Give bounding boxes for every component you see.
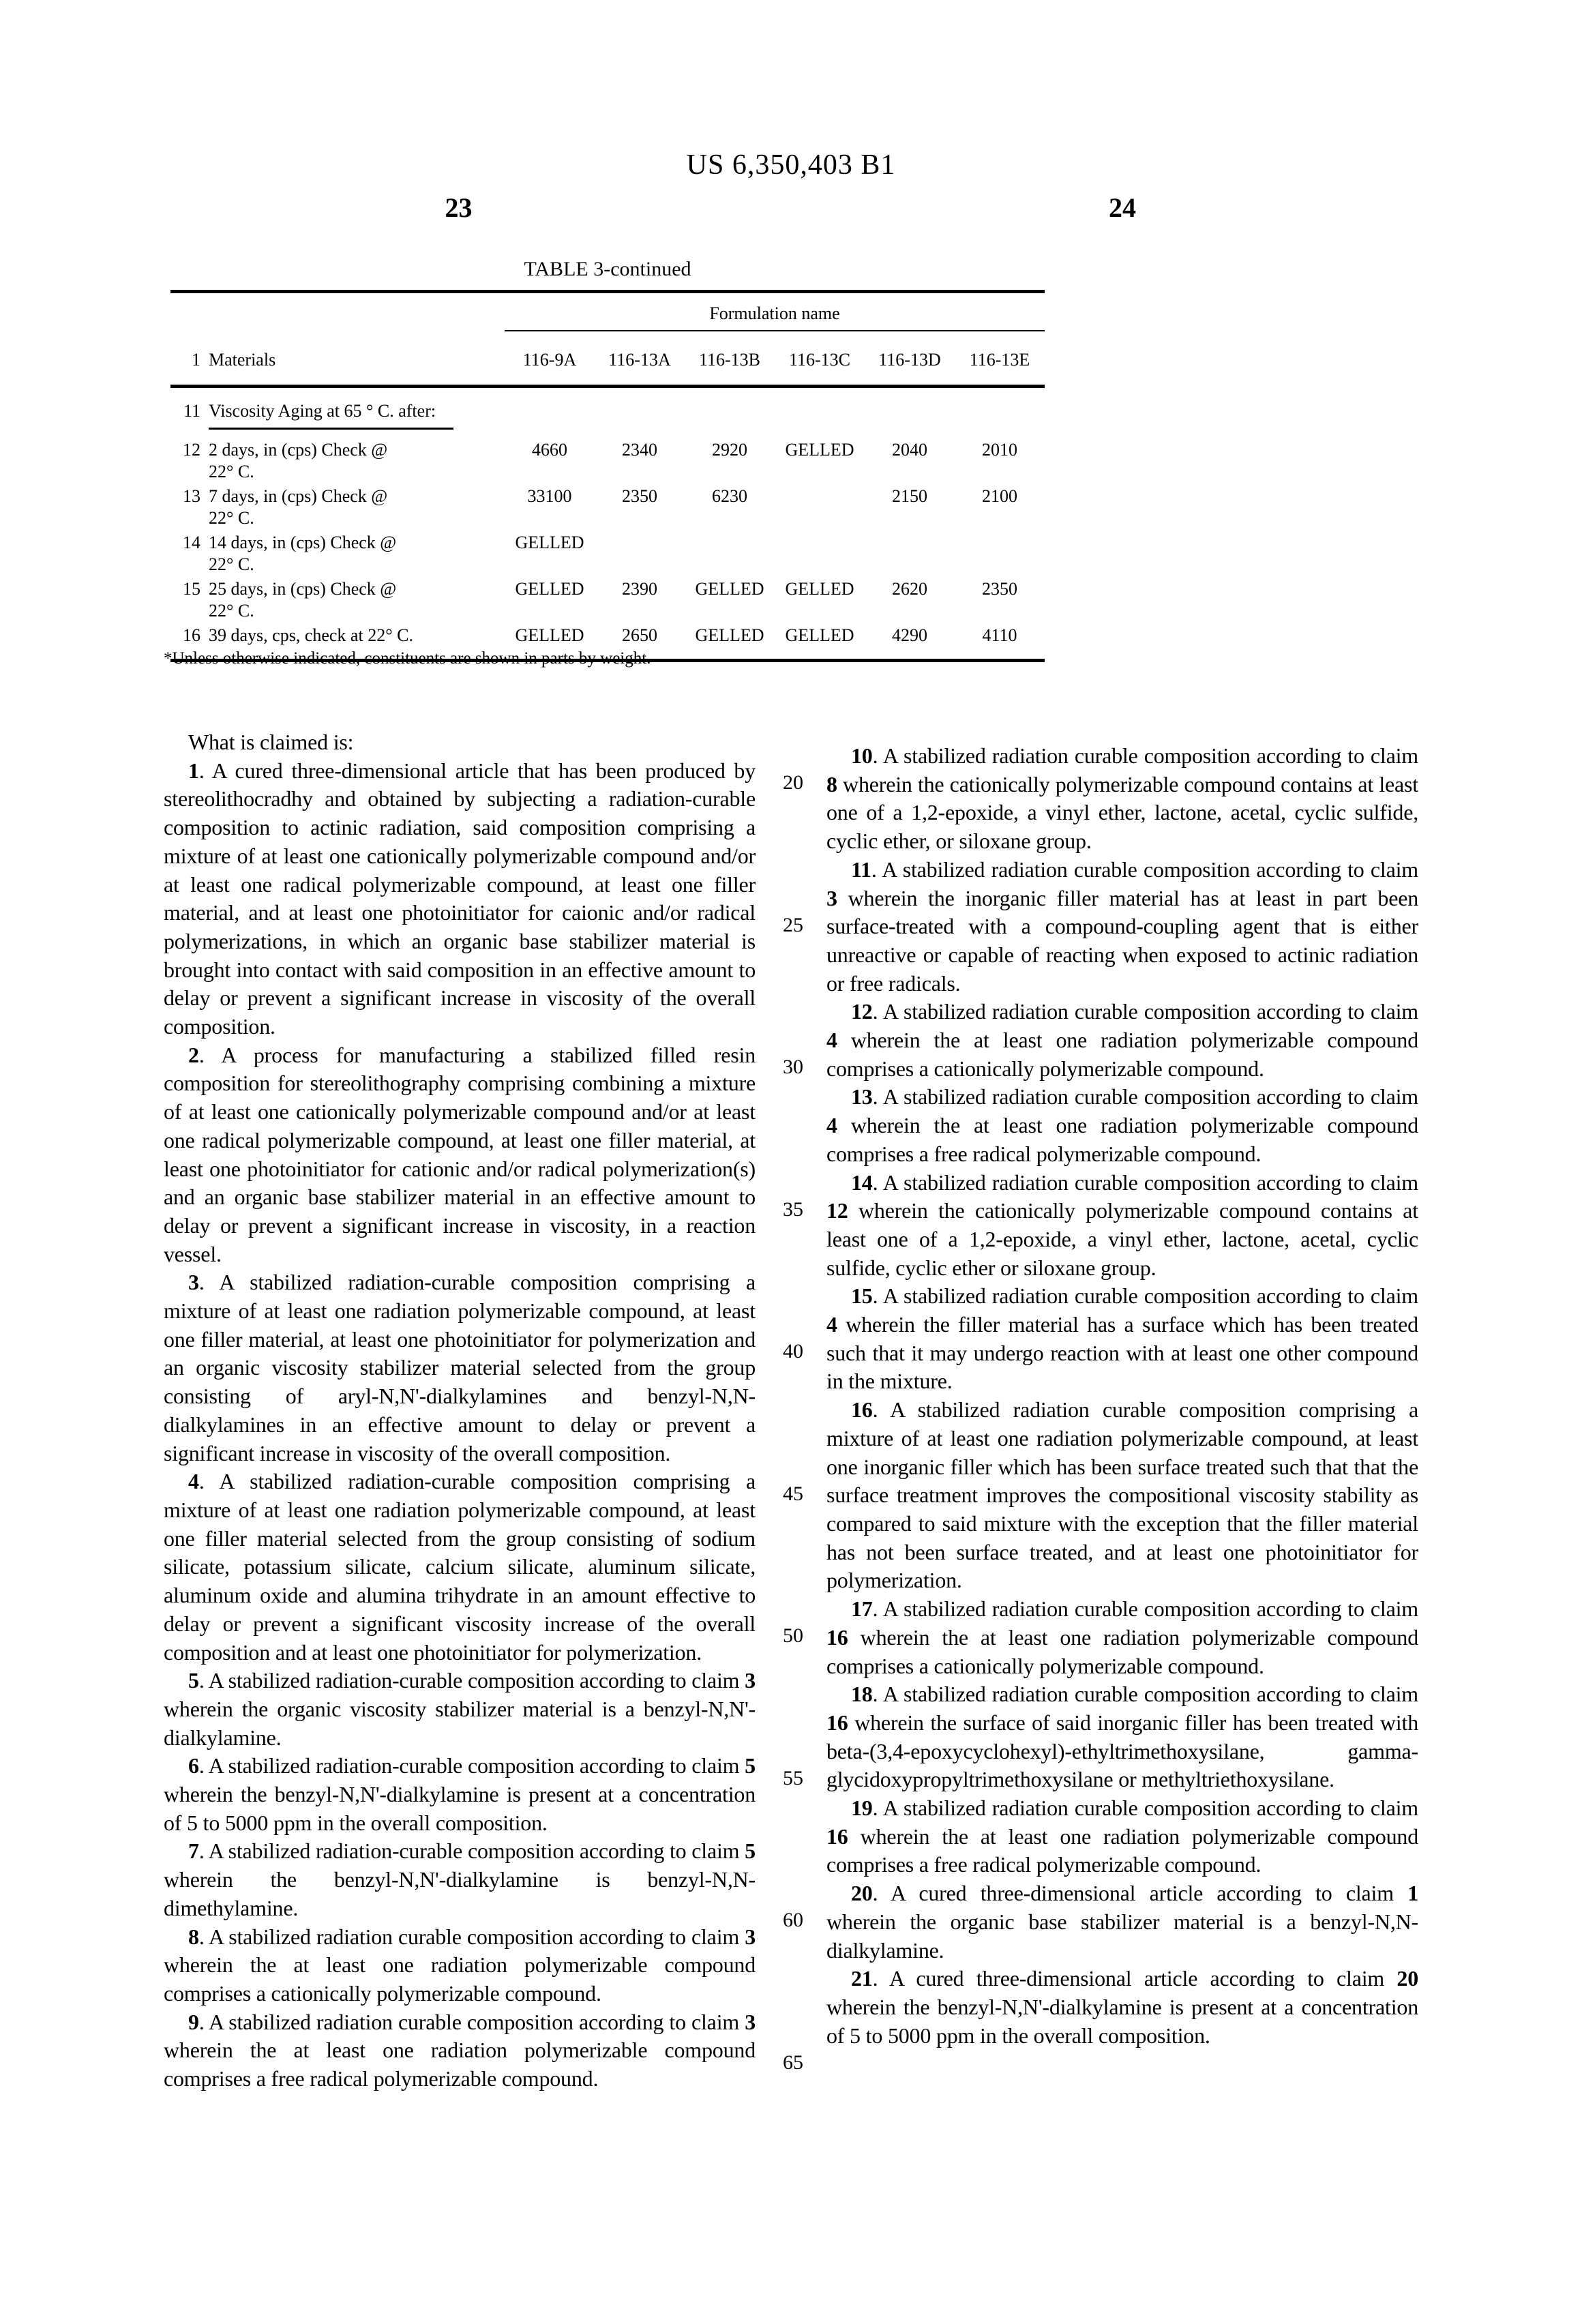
- claim-12: 12. A stabilized radiation curable composition according to claim 4 wherein the at least one radiation polymerizable compound comprises a cationically polymerizable compound.: [826, 999, 1418, 1081]
- gutter-line-number-50: 50: [783, 1624, 803, 1647]
- table-row-number: 16: [183, 625, 200, 645]
- gutter-line-number-30: 30: [783, 1056, 803, 1078]
- table-row-label: 39 days, cps, check at 22° C.: [209, 625, 413, 645]
- claim-text: wherein the surface of said inorganic filler has been treated with beta-(3,4-epoxycyclohexyl)-ethyltrimethoxysilane, gamma-glycidoxypropyltrimethoxysilane or methyltriethoxysilane.: [826, 1710, 1418, 1792]
- claim-text: wherein the benzyl-N,N'-dialkylamine is present at a concentration of 5 to 5000 ppm in the overall composition.: [164, 1782, 756, 1835]
- claim-text: A stabilized radiation-curable composition comprising a mixture of at least one radiation polymerizable compound, at least one filler material, at least one photoinitiator for polymerization and an organic viscosity stabilizer material selected from the group consisting of aryl-N,N'-dialkylamines and benzyl-N,N-dialkylamines in an effective amount to delay or prevent a significant increase in viscosity of the overall composition.: [164, 1270, 756, 1465]
- table-section-label: Viscosity Aging at 65 ° C. after:: [209, 400, 453, 430]
- claim-number: 13: [851, 1084, 873, 1109]
- claim-text: A stabilized radiation-curable composition according to claim: [208, 1753, 745, 1778]
- claim-17: 17. A stabilized radiation curable composition according to claim 16 wherein the at least one radiation polymerizable compound comprises a cationically polymerizable compound.: [826, 1596, 1418, 1678]
- table-row: [170, 439, 1045, 483]
- claim-16: 16. A stabilized radiation curable composition comprising a mixture of at least one radiation polymerizable compound, at least one inorganic filler which has been surface treated such that that the surface treatment improves the compositional viscosity stability as compared to said mixture with the exception that the filler material has not been surface treated, and at least one photoinitiator for polymerization.: [826, 1397, 1418, 1593]
- claim-3: 3. A stabilized radiation-curable composition comprising a mixture of at least one radiation polymerizable compound, at least one filler material, at least one photoinitiator for polymerization and an organic viscosity stabilizer material selected from the group consisting of aryl-N,N'-dialkylamines and benzyl-N,N-dialkylamines in an effective amount to delay or prevent a significant increase in viscosity of the overall composition.: [164, 1270, 756, 1465]
- claim-reference-number: 16: [826, 1710, 848, 1735]
- claims-left-column: [164, 728, 756, 2094]
- table-column-header-116-13E: 116-13E: [969, 350, 1030, 370]
- gutter-line-number-45: 45: [783, 1482, 803, 1505]
- claim-text: wherein the organic viscosity stabilizer material is a benzyl-N,N'-dialkylamine.: [164, 1696, 756, 1750]
- claim-number: 9: [188, 2009, 199, 2034]
- formulation-table: [170, 290, 1045, 662]
- claim-number: 17: [851, 1596, 873, 1622]
- claim-text: wherein the cationically polymerizable compound contains at least one of a 1,2-epoxide, a vinyl ether, lactone, acetal, cyclic sulfide, cyclic ether, or siloxane group.: [826, 771, 1418, 854]
- claim-text: wherein the inorganic filler material has at least in part been surface-treated with a compound-coupling agent that is either unreactive or capable of reacting when exposed to actinic radiation or free radicals.: [826, 885, 1418, 996]
- claim-text: A stabilized radiation curable composition according to claim: [208, 2009, 745, 2034]
- table-cell-value: 2100: [982, 486, 1017, 506]
- table-header-materials-label: Materials: [209, 350, 276, 370]
- claim-reference-number: 3: [745, 2009, 756, 2034]
- table-cell-value: 2620: [892, 579, 927, 599]
- claim-number: 16: [851, 1397, 873, 1422]
- claim-number: 4: [188, 1469, 199, 1494]
- gutter-line-number-40: 40: [783, 1340, 803, 1362]
- claim-text: wherein the organic base stabilizer material is a benzyl-N,N-dialkylamine.: [826, 1909, 1418, 1963]
- claim-reference-number: 12: [826, 1198, 848, 1223]
- table-body: [170, 439, 1045, 649]
- table-section-label-wrap: [209, 400, 505, 430]
- claim-text: A stabilized radiation curable composition according to claim: [882, 999, 1418, 1024]
- claim-14: 14. A stabilized radiation curable composition according to claim 12 wherein the cationically polymerizable compound contains at least one of a 1,2-epoxide, a vinyl ether, lactone, acetal, cyclic sulfide, cyclic ether or siloxane group.: [826, 1170, 1418, 1280]
- claim-text: A cured three-dimensional article according to claim: [889, 1966, 1397, 1991]
- claim-18: 18. A stabilized radiation curable composition according to claim 16 wherein the surface of said inorganic filler has been treated with beta-(3,4-epoxycyclohexyl)-ethyltrimethoxysilane, gamma-glycidoxypropyltrimethoxysilane or methyltriethoxysilane.: [826, 1682, 1418, 1792]
- claim-number: 6: [188, 1753, 199, 1778]
- claim-number: 8: [188, 1924, 199, 1949]
- gutter-line-number-35: 35: [783, 1197, 803, 1221]
- table-cell-value: GELLED: [785, 579, 854, 599]
- claim-13: 13. A stabilized radiation curable composition according to claim 4 wherein the at least one radiation polymerizable compound comprises a free radical polymerizable compound.: [826, 1084, 1418, 1166]
- table-cell-value: GELLED: [695, 625, 764, 645]
- claim-reference-number: 4: [826, 1028, 837, 1053]
- claim-number: 21: [851, 1966, 873, 1991]
- table-cell-value: GELLED: [515, 533, 584, 552]
- claim-text: A stabilized radiation curable composition according to claim: [882, 856, 1418, 882]
- table-cell-value: GELLED: [515, 579, 584, 599]
- claim-7: 7. A stabilized radiation-curable composition according to claim 5 wherein the benzyl-N,N'-dialkylamine is benzyl-N,N-dimethylamine.: [164, 1838, 756, 1920]
- table-cell-value: 6230: [712, 486, 747, 506]
- claim-number: 2: [188, 1042, 199, 1067]
- claim-number: 7: [188, 1838, 199, 1864]
- gutter-line-number-20: 20: [783, 771, 803, 794]
- claim-number: 20: [851, 1881, 873, 1906]
- table-cell-value: 4110: [982, 625, 1017, 645]
- table-cell-value: 2390: [622, 579, 657, 599]
- claims-intro: What is claimed is:: [188, 730, 354, 754]
- table-header-row: [170, 349, 1045, 371]
- table-title: TABLE 3-continued: [524, 258, 691, 280]
- claim-reference-number: 20: [1397, 1966, 1418, 1991]
- table-row: [170, 625, 1045, 649]
- table-cell-value: 4660: [532, 440, 567, 460]
- claim-number: 19: [851, 1796, 873, 1821]
- table-row: [170, 532, 1045, 576]
- claim-number: 12: [851, 999, 873, 1024]
- claims-right-column: [826, 742, 1418, 2050]
- claim-text: A stabilized radiation-curable composition according to claim: [208, 1838, 745, 1864]
- table-row-label: 2 days, in (cps) Check @ 22° C.: [209, 440, 388, 481]
- table-row: [170, 578, 1045, 622]
- table-section-row-number: 11: [183, 401, 200, 421]
- claim-number: 11: [851, 856, 871, 882]
- claim-reference-number: 5: [745, 1753, 756, 1778]
- table-row-number: 13: [183, 486, 200, 506]
- table-row-label: 25 days, in (cps) Check @ 22° C.: [209, 579, 397, 621]
- claim-number: 18: [851, 1682, 873, 1707]
- claim-text: wherein the filler material has a surface which has been treated such that it may undergo reaction with at least one other compound in the mixture.: [826, 1312, 1418, 1394]
- claim-10: 10. A stabilized radiation curable composition according to claim 8 wherein the cationically polymerizable compound contains at least one of a 1,2-epoxide, a vinyl ether, lactone, acetal, cyclic sulfide, cyclic ether, or siloxane group.: [826, 743, 1418, 854]
- table-row-label: 7 days, in (cps) Check @ 22° C.: [209, 486, 388, 528]
- claim-text: A stabilized radiation curable composition according to claim: [882, 1170, 1418, 1195]
- table-row-number: 14: [183, 533, 200, 552]
- claim-text: A process for manufacturing a stabilized filled resin composition for stereolithography comprising combining a mixture of at least one cationically polymerizable compound and/or at least one radical polymerizable compound, at least one filler material, at least one photoinitiator for cationic and/or radical polymerization(s) and an organic base stabilizer material in an effective amount to delay or prevent a significant increase in viscosity, in a reaction vessel.: [164, 1042, 756, 1266]
- page-number-left: 23: [445, 192, 473, 223]
- claim-text: A stabilized radiation curable composition according to claim: [882, 1596, 1418, 1622]
- table-cell-value: GELLED: [785, 625, 854, 645]
- gutter-line-number-65: 65: [783, 2051, 803, 2074]
- claim-text: wherein the benzyl-N,N'-dialkylamine is benzyl-N,N-dimethylamine.: [164, 1867, 756, 1920]
- table-header-row-number: 1: [192, 350, 200, 370]
- claim-reference-number: 4: [826, 1312, 837, 1337]
- claim-reference-number: 4: [826, 1113, 837, 1138]
- table-row-number: 12: [183, 440, 200, 460]
- claim-text: wherein the at least one radiation polymerizable compound comprises a free radical polymerizable compound.: [164, 2038, 756, 2091]
- claim-number: 15: [851, 1283, 873, 1309]
- claim-reference-number: 16: [826, 1624, 848, 1650]
- claim-6: 6. A stabilized radiation-curable composition according to claim 5 wherein the benzyl-N,N'-dialkylamine is present at a concentration of 5 to 5000 ppm in the overall composition.: [164, 1753, 756, 1835]
- claim-number: 10: [851, 743, 873, 768]
- claim-number: 5: [188, 1668, 199, 1693]
- claim-4: 4. A stabilized radiation-curable composition comprising a mixture of at least one radiation polymerizable compound, at least one filler material selected from the group consisting of sodium silicate, potassium silicate, calcium silicate, aluminum silicate, aluminum oxide and alumina trihydrate in an amount effective to delay or prevent a significant viscosity increase of the overall composition and at least one photoinitiator for polymerization.: [164, 1469, 756, 1665]
- claim-text: A stabilized radiation curable composition according to claim: [882, 1283, 1418, 1309]
- table-column-header-116-9A: 116-9A: [522, 350, 577, 370]
- table-row-label: 14 days, in (cps) Check @ 22° C.: [209, 533, 397, 574]
- table-cell-value: 2350: [982, 579, 1017, 599]
- claim-reference-number: 3: [745, 1668, 756, 1693]
- claim-text: wherein the at least one radiation polymerizable compound comprises a cationically polymerizable compound.: [164, 1952, 756, 2006]
- claim-text: A stabilized radiation curable composition according to claim: [882, 743, 1418, 768]
- claim-reference-number: 5: [745, 1838, 756, 1864]
- table-column-header-116-13D: 116-13D: [878, 350, 941, 370]
- table-column-header-116-13A: 116-13A: [608, 350, 671, 370]
- gutter-line-number-55: 55: [783, 1766, 803, 1789]
- claim-19: 19. A stabilized radiation curable composition according to claim 16 wherein the at least one radiation polymerizable compound comprises a free radical polymerizable compound.: [826, 1796, 1418, 1877]
- table-cell-value: 2340: [622, 440, 657, 460]
- claim-number: 14: [851, 1170, 873, 1195]
- claim-text: wherein the at least one radiation polymerizable compound comprises a free radical polymerizable compound.: [826, 1823, 1418, 1877]
- table-footnote: *Unless otherwise indicated, constituents are shown in parts by weight.: [164, 649, 651, 668]
- claim-text: wherein the benzyl-N,N'-dialkylamine is present at a concentration of 5 to 5000 ppm in the overall composition.: [826, 1994, 1418, 2048]
- claim-number: 1: [188, 758, 199, 783]
- claim-5: 5. A stabilized radiation-curable composition according to claim 3 wherein the organic viscosity stabilizer material is a benzyl-N,N'-dialkylamine.: [164, 1668, 756, 1750]
- table-row-number: 15: [183, 579, 200, 599]
- formulation-group-header: Formulation name: [505, 293, 1045, 331]
- table-cell-value: 2010: [982, 440, 1017, 460]
- claim-reference-number: 16: [826, 1823, 848, 1849]
- patent-number: US 6,350,403 B1: [686, 149, 896, 181]
- table-row: [170, 486, 1045, 529]
- table-cell-value: 4290: [892, 625, 927, 645]
- table-cell-value: 2650: [622, 625, 657, 645]
- claim-text: A stabilized radiation-curable composition comprising a mixture of at least one radiation polymerizable compound, at least one filler material selected from the group consisting of sodium silicate, potassium silicate, calcium silicate, aluminum silicate, aluminum oxide and alumina trihydrate in an amount effective to delay or prevent a significant viscosity increase of the overall composition and at least one photoinitiator for polymerization.: [164, 1469, 756, 1665]
- claim-text: wherein the at least one radiation polymerizable compound comprises a cationically polymerizable compound.: [826, 1028, 1418, 1081]
- claim-2: 2. A process for manufacturing a stabilized filled resin composition for stereolithography comprising combining a mixture of at least one cationically polymerizable compound and/or at least one radical polymerizable compound, at least one filler material, at least one photoinitiator for cationic and/or radical polymerization(s) and an organic base stabilizer material in an effective amount to delay or prevent a significant increase in viscosity, in a reaction vessel.: [164, 1042, 756, 1266]
- gutter-line-number-60: 60: [783, 1909, 803, 1931]
- claim-reference-number: 3: [745, 1924, 756, 1949]
- table-cell-value: GELLED: [695, 579, 764, 599]
- claim-number: 3: [188, 1270, 199, 1295]
- claim-reference-number: 8: [826, 771, 837, 796]
- claim-reference-number: 1: [1407, 1881, 1418, 1906]
- claim-text: A stabilized radiation curable composition according to claim: [882, 1682, 1418, 1707]
- claim-text: wherein the cationically polymerizable compound contains at least one of a 1,2-epoxide, a vinyl ether, lactone, acetal, cyclic sulfide, cyclic ether or siloxane group.: [826, 1198, 1418, 1280]
- table-column-header-116-13B: 116-13B: [698, 350, 761, 370]
- table-cell-value: 2350: [622, 486, 657, 506]
- table-cell-value: GELLED: [515, 625, 584, 645]
- claim-8: 8. A stabilized radiation curable composition according to claim 3 wherein the at least one radiation polymerizable compound comprises a cationically polymerizable compound.: [164, 1924, 756, 2006]
- table-cell-value: 33100: [527, 486, 572, 506]
- table-cell-value: 2920: [712, 440, 747, 460]
- claim-1: 1. A cured three-dimensional article that has been produced by stereolithocradhy and obtained by subjecting a radiation-curable composition to actinic radiation, said composition comprising a mixture of at least one cationically polymerizable compound and/or at least one radical polymerizable compound, at least one filler material, and at least one photoinitiator for caionic and/or radical polymerizations, in which an organic base stabilizer material is brought into contact with said composition in an effective amount to delay or prevent a significant increase in viscosity of the overall composition.: [164, 758, 756, 1039]
- claim-9: 9. A stabilized radiation curable composition according to claim 3 wherein the at least one radiation polymerizable compound comprises a free radical polymerizable compound.: [164, 2009, 756, 2091]
- claim-21: 21. A cured three-dimensional article according to claim 20 wherein the benzyl-N,N'-dialkylamine is present at a concentration of 5 to 5000 ppm in the overall composition.: [826, 1966, 1418, 2048]
- claim-text: A stabilized radiation curable composition according to claim: [208, 1924, 745, 1949]
- table-cell-value: 2150: [892, 486, 927, 506]
- claim-text: A stabilized radiation curable composition comprising a mixture of at least one radiation polymerizable compound, at least one inorganic filler which has been surface treated such that that the surface treatment improves the compositional viscosity stability as compared to said mixture with the exception that the filler material has not been surface treated, and at least one photoinitiator for polymerization.: [826, 1397, 1418, 1593]
- table-cell-value: 2040: [892, 440, 927, 460]
- claim-text: wherein the at least one radiation polymerizable compound comprises a cationically polymerizable compound.: [826, 1624, 1418, 1678]
- table-rule-mid: [170, 385, 1045, 388]
- claim-20: 20. A cured three-dimensional article according to claim 1 wherein the organic base stabilizer material is a benzyl-N,N-dialkylamine.: [826, 1881, 1418, 1963]
- claim-15: 15. A stabilized radiation curable composition according to claim 4 wherein the filler material has a surface which has been treated such that it may undergo reaction with at least one other compound in the mixture.: [826, 1283, 1418, 1394]
- claim-text: A cured three-dimensional article that has been produced by stereolithocradhy and obtained by subjecting a radiation-curable composition to actinic radiation, said composition comprising a mixture of at least one cationically polymerizable compound and/or at least one radical polymerizable compound, at least one filler material, and at least one photoinitiator for caionic and/or radical polymerizations, in which an organic base stabilizer material is brought into contact with said composition in an effective amount to delay or prevent a significant increase in viscosity of the overall composition.: [164, 758, 756, 1039]
- claim-reference-number: 3: [826, 885, 837, 910]
- gutter-line-number-25: 25: [783, 913, 803, 936]
- table-cell-value: GELLED: [785, 440, 854, 460]
- claim-text: wherein the at least one radiation polymerizable compound comprises a free radical polymerizable compound.: [826, 1113, 1418, 1166]
- claim-text: A stabilized radiation-curable composition according to claim: [208, 1668, 745, 1693]
- claim-text: A stabilized radiation curable composition according to claim: [882, 1796, 1418, 1821]
- claim-text: A stabilized radiation curable composition according to claim: [882, 1084, 1418, 1109]
- table-column-header-116-13C: 116-13C: [788, 350, 851, 370]
- page-number-right: 24: [1109, 192, 1136, 223]
- claim-11: 11. A stabilized radiation curable composition according to claim 3 wherein the inorganic filler material has at least in part been surface-treated with a compound-coupling agent that is either unreactive or capable of reacting when exposed to actinic radiation or free radicals.: [826, 856, 1418, 996]
- table-section-row: [170, 400, 1045, 430]
- claim-text: A cured three-dimensional article according to claim: [890, 1881, 1408, 1906]
